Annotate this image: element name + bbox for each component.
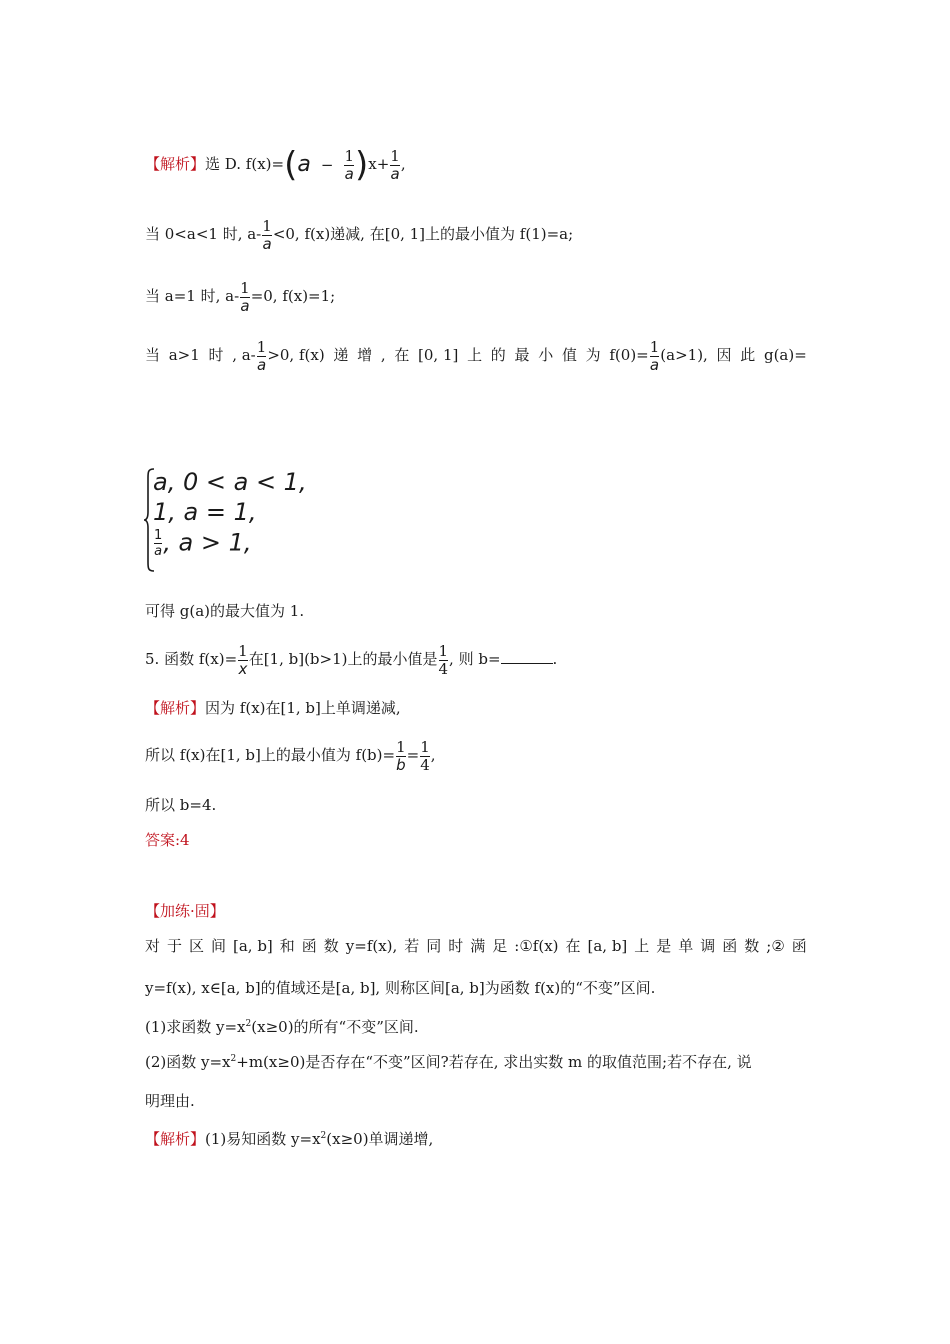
analysis-tag: 【解析】 (145, 1130, 206, 1148)
formula-var: a (297, 152, 311, 177)
text: 选 D. f(x)= (205, 155, 285, 173)
case-2: 1, a = 1, (153, 498, 257, 526)
solution-line-1 (145, 142, 406, 186)
fraction: $\frac{1}{4}$ (420, 737, 430, 774)
question-5: 5. 函数 f(x)= $\frac{1}{x}$ 在[1, b](b>1)上的最小值是 $\frac{1}{4}$ , 则 b= . (145, 641, 558, 678)
section-heading: 【加练·固】 (145, 902, 225, 920)
formula-paren: ( (284, 145, 298, 185)
analysis-tag: 【解析】 (145, 155, 206, 173)
fraction: $\frac{1}{a}$ (262, 216, 272, 253)
text: 当 0<a<1 时, a- (145, 225, 262, 243)
solution-line-8: 所以 b=4. (145, 796, 217, 814)
problem-part-2: (2)函数 $y=x^2+m(x\ge 0)$是否存在“不变”区间?若存在, 求出实数 m 的取值范围;若不存在, 说 (145, 1053, 752, 1071)
case-1: a, 0 < a < 1, (153, 468, 307, 496)
text: =0, f(x)=1; (250, 287, 336, 305)
fraction: $\frac{1}{a}$ (649, 337, 660, 374)
problem-part-2-cont: 明理由. (145, 1092, 195, 1110)
answer-line: 答案:4 (145, 831, 190, 849)
fraction: $\frac{1}{x}$ (238, 641, 248, 678)
conclusion-line: 可得 g(a)的最大值为 1. (145, 602, 305, 620)
problem-line-1: 对 于 区 间 [a, b] 和 函 数 y=f(x), 若 同 时 满 足 :①f(x) 在 [a, b] 上 是 单 调 函 数 ;② 函 (145, 937, 807, 955)
text: , (400, 155, 406, 173)
solution-line-3 (145, 276, 335, 316)
answer-blank (501, 649, 553, 664)
fraction: $\frac{1}{a}$ (154, 528, 163, 559)
problem-part-1: (1)求函数 $y=x^2(x\ge 0)$的所有“不变”区间. (145, 1018, 419, 1036)
formula-paren: ) (354, 145, 369, 185)
case-3: $\frac{1}{a}$ , a > 1, (154, 528, 252, 559)
text: <0, f(x)递减, 在[0, 1]上的最小值为 f(1)=a; (272, 225, 574, 243)
fraction: $\frac{1}{a}$ (240, 278, 250, 315)
fraction: $\frac{1}{b}$ (396, 737, 406, 774)
solution-line-2 (145, 214, 573, 254)
fraction: $\frac{1}{a}$ (390, 146, 400, 183)
analysis-tag: 【解析】 (145, 699, 206, 717)
solution-line-6: 【解析】因为 f(x)在[1, b]上单调递减, (145, 699, 401, 717)
text: x+ (368, 155, 390, 173)
fraction: $\frac{1}{a}$ (344, 146, 354, 183)
solution-line-7: 所以 f(x)在[1, b]上的最小值为 f(b)= $\frac{1}{b}$ = $\frac{1}{4}$ , (145, 737, 436, 774)
formula-minus: − (320, 156, 334, 174)
text: 当 a=1 时, a- (145, 287, 240, 305)
fraction: $\frac{1}{4}$ (438, 641, 449, 678)
problem-line-2: y=f(x), x∈[a, b]的值域还是[a, b], 则称区间[a, b]为函数 f(x)的“不变”区间. (145, 979, 656, 997)
solution-line-4: 当 a>1 时 , a- $\frac{1}{a}$ >0, f(x) 递 增 , 在 [0, 1] 上 的 最 小 值 为 f(0)= $\frac{1}{a}$ (a>1), 因 此 g(a)= (145, 337, 807, 374)
fraction: $\frac{1}{a}$ (256, 337, 267, 374)
solution-start: 【解析】(1)易知函数 $y=x^2(x\ge 0)$单调递增, (145, 1130, 434, 1148)
